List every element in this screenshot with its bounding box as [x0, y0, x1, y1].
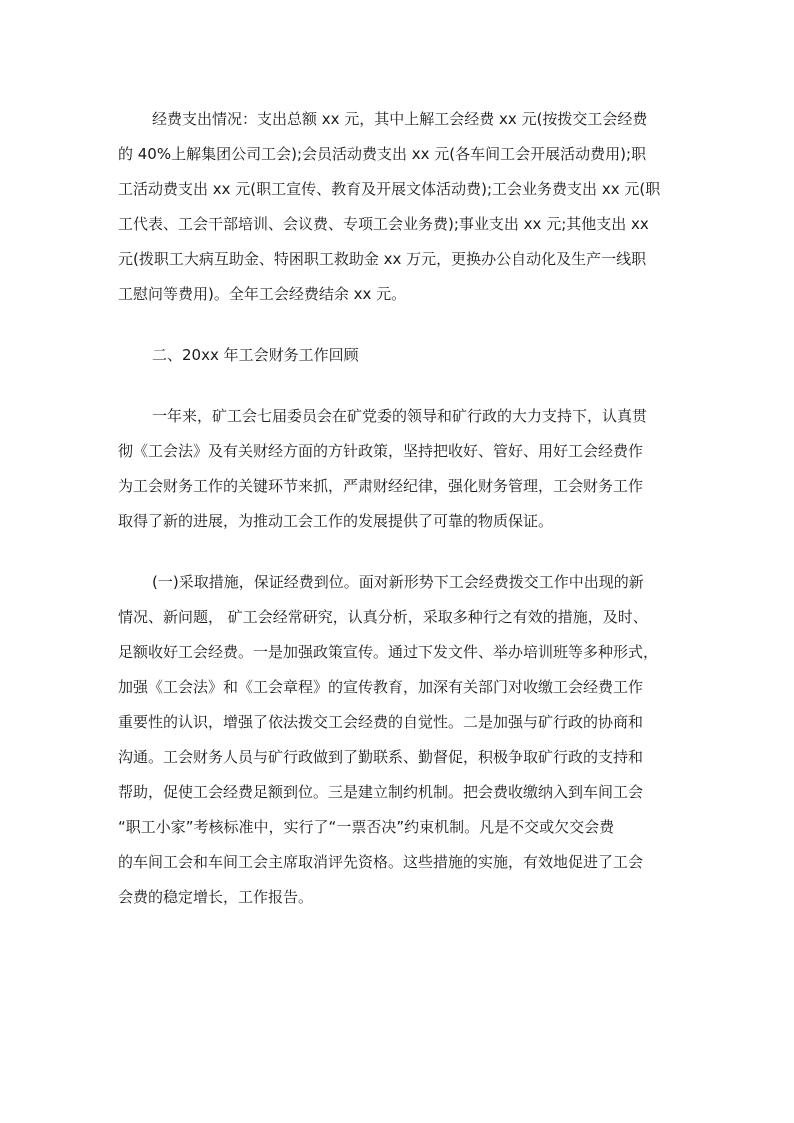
text-line: (一)采取措施，保证经费到位。面对新形势下工会经费拨交工作中出现的新 — [152, 573, 644, 591]
text-line: 为工会财务工作的关键环节来抓，严肃财经纪律，强化财务管理，工会财务工作 — [118, 477, 644, 495]
text-line: 经费支出情况：支出总额 xx 元，其中上解工会经费 xx 元(按拨交工会经费 — [152, 110, 648, 128]
text-line: 帮助，促使工会经费足额到位。三是建立制约机制。把会费收缴纳入到车间工会 — [118, 783, 644, 801]
text-line: 情况、新问题， 矿工会经常研究，认真分析，采取多种行之有效的措施，及时、 — [118, 608, 648, 626]
paragraph-expenditure — [118, 102, 678, 312]
text-line: 一年来，矿工会七届委员会在矿党委的领导和矿行政的大力支持下，认真贯 — [152, 407, 648, 425]
text-line: 沟通。工会财务人员与矿行政做到了勤联系、勤督促，积极争取矿行政的支持和 — [118, 748, 644, 766]
section-heading-text: 二、20xx 年工会财务工作回顾 — [152, 346, 359, 364]
paragraph-gap — [118, 312, 678, 338]
paragraph-gap — [118, 373, 678, 399]
document-body — [118, 102, 678, 915]
paragraph-gap — [118, 539, 678, 565]
text-line: 工慰问等费用)。全年工会经费结余 xx 元。 — [118, 285, 407, 303]
text-line: 的 40%上解集团公司工会);会员活动费支出 xx 元(各车间工会开展活动费用);职 — [118, 145, 647, 163]
text-line: 的车间工会和车间工会主席取消评先资格。这些措施的实施，有效地促进了工会 — [118, 853, 644, 871]
text-line: 取得了新的进展，为推动工会工作的发展提供了可靠的物质保证。 — [118, 512, 554, 530]
text-line: 重要性的认识，增强了依法拨交工会经费的自觉性。二是加强与矿行政的协商和 — [118, 713, 644, 731]
text-line: 元(拨职工大病互助金、特困职工救助金 xx 万元，更换办公自动化及生产一线职 — [118, 250, 647, 268]
text-line: 彻《工会法》及有关财经方面的方针政策，坚持把收好、管好、用好工会经费作 — [118, 442, 644, 460]
text-line: 工活动费支出 xx 元(职工宣传、教育及开展文体活动费);工会业务费支出 xx 元(职 — [118, 180, 661, 198]
text-line: “职工小家”考核标准中，实行了“一票否决”约束机制。凡是不交或欠交会费 — [118, 818, 615, 836]
section-heading — [118, 338, 678, 373]
paragraph-review — [118, 399, 678, 539]
paragraph-measures — [118, 565, 678, 915]
text-line: 加强《工会法》和《工会章程》的宣传教育，加深有关部门对收缴工会经费工作 — [118, 678, 644, 696]
text-line: 会费的稳定增长，工作报告。 — [118, 888, 314, 906]
text-line: 足额收好工会经费。一是加强政策宣传。通过下发文件、举办培训班等多种形式， — [118, 643, 659, 661]
text-line: 工代表、工会干部培训、会议费、专项工会业务费);事业支出 xx 元;其他支出 xx — [118, 215, 649, 233]
